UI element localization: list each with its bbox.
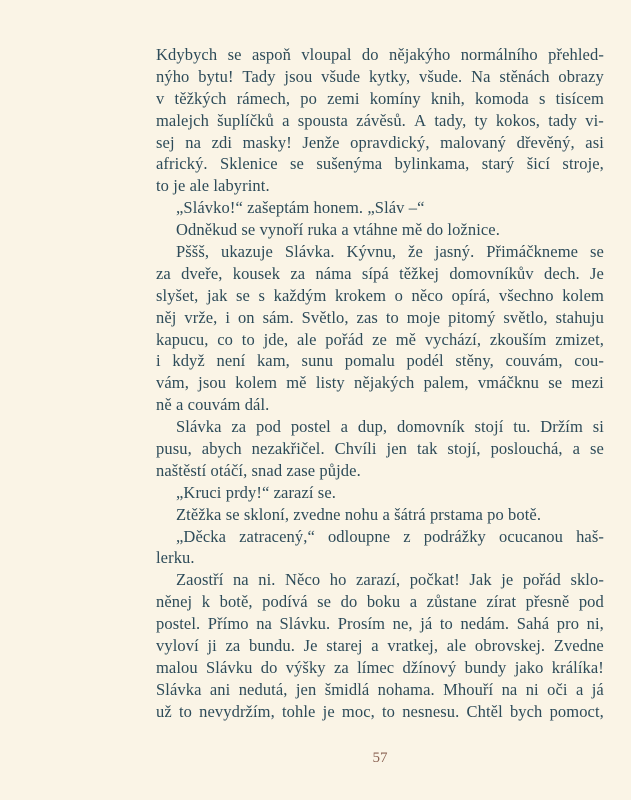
paragraph [156, 416, 604, 482]
text-line: to je ale labyrint. [156, 176, 270, 196]
text-line: už to nevydržím, tohle je moc, to nesnesu. Chtěl bych pomoct, [156, 701, 604, 721]
text-block [156, 44, 604, 723]
text-line: africký. Sklenice se sušenýma bylinkama, starý šicí stroje, [156, 154, 604, 174]
text-line: „Kruci prdy!“ zarazí se. [176, 482, 336, 502]
text-line: něj vrže, i on sám. Světlo, zas to moje pitomý světlo, stahuju [156, 307, 604, 327]
text-line: malou Slávku do výšky za límec džínový bundy jako králíka! [156, 657, 604, 677]
text-line: vám, jsou kolem mě listy nějakých palem, vmáčknu se mezi [156, 373, 604, 393]
text-line: postel. Přímo na Slávku. Prosím ne, já to nedám. Sahá pro ni, [156, 614, 604, 634]
text-line: „Děcka zatracený,“ odloupne z podrážky ocucanou haš- [176, 526, 604, 546]
text-line: Odněkud se vynoří ruka a vtáhne mě do ložnice. [176, 220, 500, 240]
text-line: slyšet, jak se s každým krokem o něco opírá, všechno kolem [156, 285, 604, 305]
paragraph [156, 569, 604, 722]
text-line: Kdybych se aspoň vloupal do nějakýho normálního přehled- [156, 45, 604, 64]
paragraph [156, 197, 604, 219]
paragraph [156, 482, 604, 504]
page-number: 57 [372, 750, 388, 766]
paragraph [156, 219, 604, 241]
text-line: kapucu, co to jde, ale pořád ze mě vychází, zkouším zmizet, [156, 329, 604, 349]
text-line: vyloví ji za bundu. Je starej a vratkej, ale obrovskej. Zvedne [156, 636, 604, 656]
paragraph [156, 526, 604, 570]
text-line: nýho bytu! Tady jsou všude kytky, všude. Na stěnách obrazy [156, 66, 604, 86]
text-line: sej na zdi masky! Jenže opravdický, malovaný dřevěný, asi [156, 132, 604, 152]
text-line: Slávka za pod postel a dup, domovník stojí tu. Držím si [176, 417, 604, 437]
text-line: naštěstí otáčí, snad zase půjde. [156, 460, 361, 480]
text-line: Slávka ani nedutá, jen šmidlá nohama. Mhouří na ni oči a já [156, 679, 604, 699]
text-line: v těžkých rámech, po zemi komíny knih, komoda s tisícem [156, 88, 604, 108]
paragraph [156, 44, 604, 197]
text-line: Ztěžka se skloní, zvedne nohu a šátrá prstama po botě. [176, 504, 542, 524]
text-line: za dveře, kousek za náma sípá těžkej domovníkův dech. Je [156, 263, 604, 283]
paragraph [156, 504, 604, 526]
text-line: Pššš, ukazuje Slávka. Kývnu, že jasný. Přimáčkneme se [176, 242, 604, 262]
text-line: něnej k botě, podívá se do boku a zůstane zírat přesně pod [156, 592, 604, 612]
text-line: „Slávko!“ zašeptám honem. „Sláv –“ [176, 198, 425, 218]
text-line: i když není kam, sunu pomalu podél stěny, couvám, cou- [156, 351, 604, 371]
text-line: Zaostří na ni. Něco ho zarazí, počkat! Jak je pořád sklo- [176, 570, 604, 590]
text-line: ně a couvám dál. [156, 395, 270, 415]
text-line: lerku. [156, 548, 195, 568]
text-line: pusu, abych nezakřičel. Chvíli jen tak stojí, poslouchá, a se [156, 439, 604, 459]
paragraph [156, 241, 604, 416]
text-line: malejch šuplíčků a spousta závěsů. A tady, ty kokos, tady vi- [156, 110, 604, 130]
